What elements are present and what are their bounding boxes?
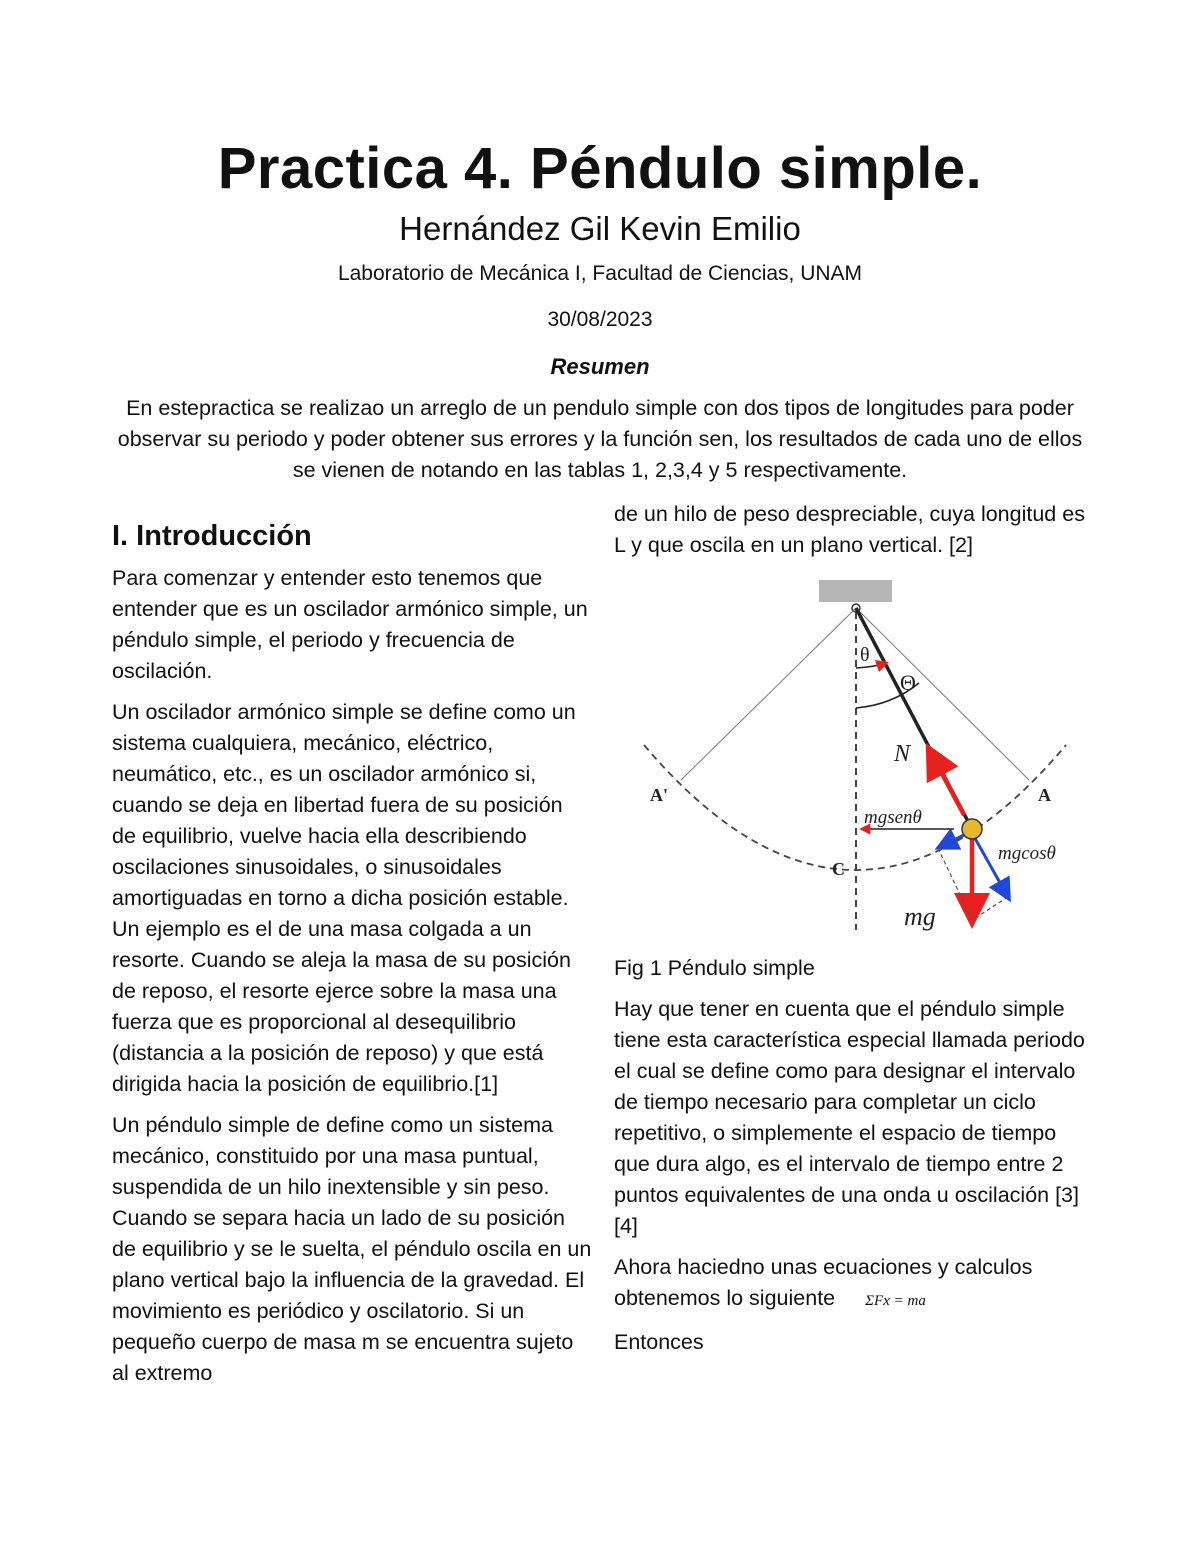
figure-caption: Fig 1 Péndulo simple — [614, 956, 815, 980]
point-c-label: C — [832, 859, 845, 879]
string-left-extreme — [681, 608, 856, 780]
equations-text: Ahora haciedno unas ecuaciones y calculos obtenemos lo siguiente — [614, 1255, 1033, 1310]
point-a-label: A — [1038, 785, 1051, 805]
then-paragraph: Entonces — [614, 1330, 704, 1354]
abstract-heading: Resumen — [550, 354, 650, 379]
radial-force-label: mgcosθ — [998, 843, 1056, 864]
construction-line-2 — [972, 897, 1008, 920]
intro-paragraph-1: Para comenzar y entender esto tenemos que entender que es un oscilador armónico simple, un péndulo simple, el periodo y frecuencia de oscilación. — [112, 566, 588, 683]
tension-arrow — [930, 751, 964, 815]
pendulum-bob — [962, 819, 982, 839]
section-heading-introduction: I. Introducción — [112, 520, 312, 552]
right-column — [614, 499, 1094, 1368]
continuation-paragraph: de un hilo de peso despreciable, cuya longitud es L y que oscila en un plano vertical. [2] — [614, 502, 1085, 557]
intro-paragraph-2: Un oscilador armónico simple se define como un sistema cualquiera, mecánico, eléctrico, neumático, etc., es un oscilador armónico si, cuando se deja en libertad fuera de su posición de equilibrio, vuelve hacia ella describiendo oscilaciones sinusoidales, o sinusoidales amortiguadas en torno a dicha posición estable. Un ejemplo es el de una masa colgada a un resorte. Cuando se aleja la masa de su posición de reposo, el resorte ejerce sobre la masa una fuerza que es proporcional al desequilibrio (distancia a la posición de reposo) y que está dirigida hacia la posición de equilibrio.[1] — [112, 700, 576, 1096]
ceiling-support — [819, 580, 892, 602]
date: 30/08/2023 — [547, 308, 653, 331]
construction-line-1 — [938, 848, 972, 920]
paper-title: Practica 4. Péndulo simple. — [217, 136, 983, 201]
tension-label: N — [894, 741, 911, 767]
weight-label: mg — [904, 902, 936, 931]
pendulum-figure — [624, 575, 1084, 945]
equations-paragraph — [614, 1252, 1094, 1317]
theta-max-label: Θ — [900, 670, 916, 695]
tangential-force-label: mgsenθ — [864, 807, 922, 828]
author-name: Hernández Gil Kevin Emilio — [399, 210, 801, 247]
string-right-extreme — [856, 608, 1029, 780]
left-column — [112, 520, 592, 1399]
point-a-prime-label: A' — [650, 785, 668, 805]
intro-paragraph-3: Un péndulo simple de define como un sistema mecánico, constituido por una masa puntual, suspendida de un hilo inextensible y sin peso. Cuando se separa hacia un lado de su posición de equilibrio y se le suelta, el péndulo oscila en un plano vertical bajo la influencia de la gravedad. El movimiento es periódico y oscilatorio. Si un pequeño cuerpo de masa m se encuentra sujeto al extremo — [112, 1113, 592, 1385]
affiliation: Laboratorio de Mecánica I, Facultad de Ciencias, UNAM — [337, 262, 863, 285]
equation-sum-forces: ΣFx = ma — [865, 1293, 926, 1309]
theta-label: θ — [860, 644, 870, 666]
period-paragraph: Hay que tener en cuenta que el péndulo simple tiene esta característica especial llamada periodo el cual se define como para designar el intervalo de tiempo necesario para completar un ciclo repetitivo, o simplemente el espacio de tiempo que dura algo, es el intervalo de tiempo entre 2 puntos equivalentes de una onda u oscilación [3] [4] — [614, 997, 1085, 1238]
abstract-text: En estepractica se realizao un arreglo de un pendulo simple con dos tipos de longitudes para poder observar su periodo y poder obtener sus errores y la función sen, los resultados de cada uno de ellos se vienen de notando en las tablas 1, 2,3,4 y 5 respectivamente. — [117, 396, 1083, 482]
